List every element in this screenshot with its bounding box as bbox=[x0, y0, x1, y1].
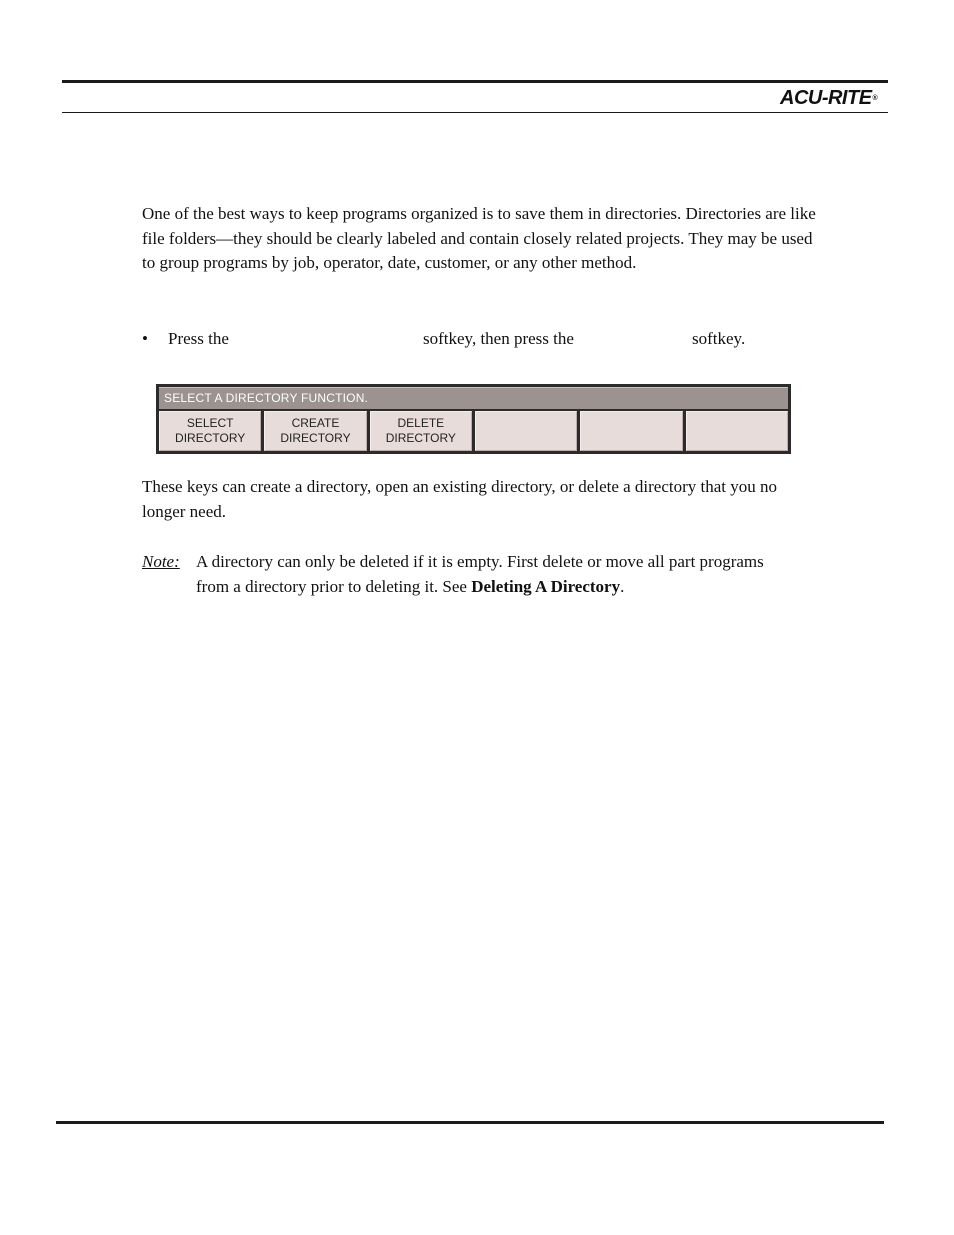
logo-text: ACU-RITE bbox=[780, 87, 872, 109]
softkey-panel bbox=[156, 384, 791, 454]
prompt-bar: SELECT A DIRECTORY FUNCTION. bbox=[159, 387, 788, 409]
footer-rule bbox=[56, 1121, 884, 1124]
note-label: Note: bbox=[142, 552, 180, 571]
header-rule-thick bbox=[62, 80, 888, 83]
delete-directory-softkey[interactable] bbox=[370, 411, 472, 451]
header-rule-thin bbox=[62, 112, 888, 113]
note-text-main: A directory can only be deleted if it is empty. First delete or move all part programs from a directory prior to deleting it. See bbox=[196, 552, 764, 596]
softkey-label-line1: SELECT bbox=[186, 416, 234, 430]
acu-rite-logo bbox=[780, 87, 877, 109]
instruction-bullet bbox=[142, 326, 842, 351]
blank-softkey-6[interactable] bbox=[686, 411, 788, 451]
softkey-label-line2: DIRECTORY bbox=[280, 431, 351, 445]
softkey-label-line2: DIRECTORY bbox=[385, 431, 456, 445]
note-text-end: . bbox=[620, 576, 625, 596]
registered-mark: ® bbox=[872, 95, 878, 102]
note-text bbox=[196, 550, 796, 599]
select-directory-softkey[interactable] bbox=[159, 411, 261, 451]
bullet-text-press: Press the bbox=[168, 329, 229, 348]
softkey-label-line1: DELETE bbox=[397, 416, 445, 430]
intro-paragraph: One of the best ways to keep programs organized is to save them in directories. Directories are like file folders—they should be clearly labeled and contain closely related projects. They may be used to group programs by job, operator, date, customer, or any other method. bbox=[142, 204, 816, 273]
note-cross-reference: Deleting A Directory bbox=[471, 576, 621, 596]
softkey-label-line1: CREATE bbox=[291, 416, 340, 430]
blank-softkey-5[interactable] bbox=[580, 411, 682, 451]
bullet-text-softkey-then: softkey, then press the bbox=[423, 329, 574, 348]
bullet-text-softkey-end: softkey. bbox=[692, 329, 746, 348]
keys-description-paragraph: These keys can create a directory, open an existing directory, or delete a directory that you no longer need. bbox=[142, 477, 778, 521]
softkey-label-line2: DIRECTORY bbox=[175, 431, 246, 445]
blank-softkey-4[interactable] bbox=[475, 411, 577, 451]
create-directory-softkey[interactable] bbox=[264, 411, 366, 451]
softkey-row bbox=[159, 411, 788, 451]
bullet-marker: • bbox=[142, 329, 148, 348]
